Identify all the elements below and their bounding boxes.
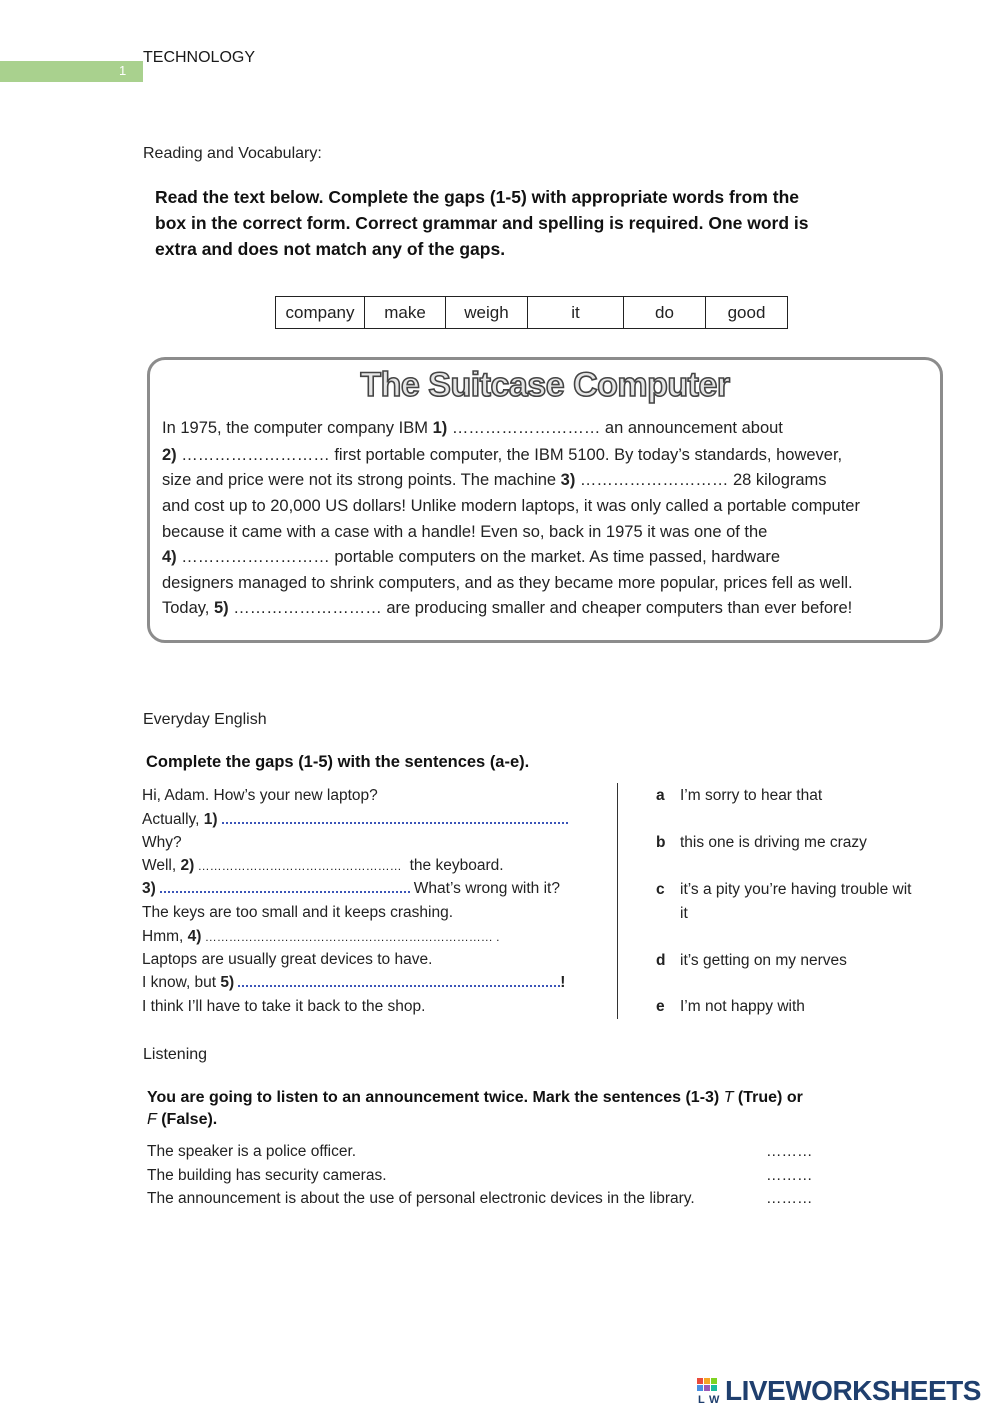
word-box-cell: it <box>528 297 624 329</box>
instruction-line: Read the text below. Complete the gaps (1-5) with appropriate words from the <box>155 187 800 207</box>
everyday-section-label: Everyday English <box>143 711 267 728</box>
true-false-statement: The speaker is a police officer. <box>147 1143 357 1160</box>
dialogue-line: Hi, Adam. How’s your new laptop? <box>142 787 378 804</box>
gap-2[interactable]: ……………………… first portable computer, the IBM 5100. By today’s standards, however, <box>176 446 843 464</box>
reading-text-line <box>162 446 842 465</box>
reading-text-line: size and price were not its strong points. The machine 3) ……………………… 28 kilograms <box>162 471 827 489</box>
page-number: 1 <box>119 63 127 78</box>
true-false-statement: The announcement is about the use of personal electronic devices in the library. <box>147 1190 695 1207</box>
word-box-cell: good <box>706 297 788 329</box>
word-box-cell: weigh <box>446 297 528 329</box>
dialogue-line: Laptops are usually great devices to have. <box>142 951 433 968</box>
reading-text-line <box>162 548 780 567</box>
svg-text:L: L <box>698 1394 705 1406</box>
option-letter: d <box>656 952 666 969</box>
dialogue-gap-4[interactable]: ……………………………………………………………… . <box>201 930 500 944</box>
gap-5[interactable]: ……………………… are producing smaller and cheaper computers than ever before! <box>228 599 853 617</box>
option-letter: a <box>656 787 665 804</box>
dialogue-gap-5[interactable] <box>238 984 560 987</box>
reading-text-line: because it came with a case with a handle! Even so, back in 1975 it was one of the <box>162 523 768 541</box>
dialogue-line: 3) What’s wrong with it? <box>142 880 560 897</box>
option-text[interactable]: it’s a pity you’re having trouble wit <box>680 881 912 898</box>
true-false-answer-1[interactable]: ……… <box>766 1143 813 1160</box>
dialogue-line: Well, 2) …………………………………………… the keyboard. <box>142 857 504 874</box>
reading-text-line: designers managed to shrink computers, and as they became more popular, prices fell as well. <box>162 574 853 592</box>
option-text[interactable]: this one is driving me crazy <box>680 834 867 851</box>
dialogue-line: Why? <box>142 834 182 851</box>
option-text[interactable]: I’m not happy with <box>680 998 805 1015</box>
option-text-continued[interactable]: it <box>680 905 688 922</box>
dialogue-line: I know, but 5) ! <box>142 974 566 991</box>
option-letter: e <box>656 998 665 1015</box>
option-text[interactable]: I’m sorry to hear that <box>680 787 823 804</box>
reading-text-title: The Suitcase Computer <box>360 366 730 404</box>
reading-text-line: and cost up to 20,000 US dollars! Unlike modern laptops, it was only called a portable computer <box>162 497 860 515</box>
dialogue-gap-3[interactable] <box>160 890 410 893</box>
dialogue-line: I think I’ll have to take it back to the shop. <box>142 998 426 1015</box>
gap-number: 5) <box>213 599 229 617</box>
true-false-statement: The building has security cameras. <box>147 1167 387 1184</box>
dialogue-line: Hmm, 4) ……………………………………………………………… . <box>142 928 500 945</box>
instruction-line: box in the correct form. Correct grammar and spelling is required. One word is <box>155 213 809 233</box>
gap-3[interactable]: ……………………… 28 kilograms <box>575 471 827 489</box>
dialogue-gap-1[interactable] <box>222 821 568 824</box>
everyday-instructions: Complete the gaps (1-5) with the sentences (a-e). <box>146 753 530 771</box>
word-box-cell: company <box>276 297 365 329</box>
listening-section-label: Listening <box>143 1046 208 1063</box>
liveworksheets-logo-text[interactable]: LIVEWORKSHEETS <box>725 1375 981 1406</box>
word-box <box>275 296 788 329</box>
true-false-answer-3[interactable]: ……… <box>766 1190 813 1207</box>
gap-4[interactable]: ……………………… portable computers on the market. As time passed, hardware <box>176 548 781 566</box>
true-false-answer-2[interactable]: ……… <box>766 1167 813 1184</box>
gap-number: 2) <box>162 446 177 464</box>
option-text[interactable]: it’s getting on my nerves <box>680 952 847 969</box>
reading-text-line: Today, 5) ……………………… are producing smaller and cheaper computers than ever before! <box>162 599 853 617</box>
dialogue-line: The keys are too small and it keeps crashing. <box>142 904 454 921</box>
gap-number: 3) <box>560 471 576 489</box>
reading-instructions <box>155 184 808 262</box>
listening-instructions: You are going to listen to an announcement twice. Mark the sentences (1-3) T (True) or F (False). <box>147 1089 803 1128</box>
option-letter: c <box>656 881 665 898</box>
gap-number: 1) <box>432 419 448 437</box>
dialogue-line: Actually, 1) <box>142 811 568 829</box>
svg-text:W: W <box>709 1394 720 1406</box>
reading-section-label: Reading and Vocabulary: <box>143 145 322 162</box>
gap-number: 4) <box>162 548 177 566</box>
option-letter: b <box>656 834 666 851</box>
column-divider <box>617 783 618 1019</box>
gap-1[interactable]: ……………………… an announcement about <box>447 419 783 437</box>
word-box-cell: make <box>365 297 446 329</box>
instruction-line: extra and does not match any of the gaps. <box>155 239 506 259</box>
dialogue-gap-2[interactable]: …………………………………………… <box>194 859 402 873</box>
liveworksheets-logo-icon <box>697 1378 723 1406</box>
document-title: TECHNOLOGY <box>143 49 256 66</box>
reading-text-line: In 1975, the computer company IBM 1) ……………………… an announcement about <box>162 419 783 437</box>
word-box-cell: do <box>624 297 706 329</box>
